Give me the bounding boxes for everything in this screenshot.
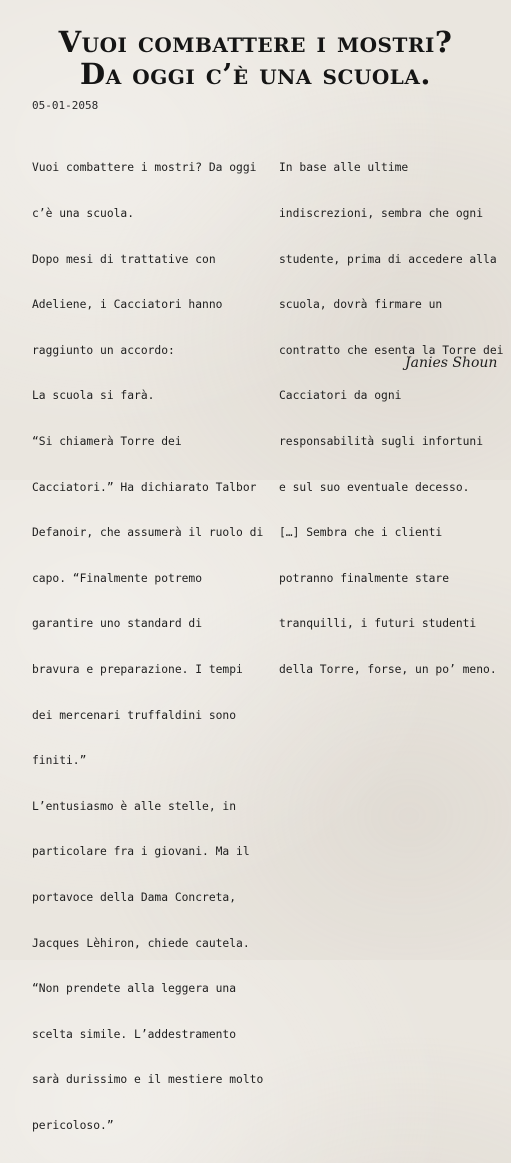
headline-line-2: Da oggi c’è una scuola. bbox=[80, 57, 431, 91]
text-line: Vuoi combattere i mostri? Da oggi bbox=[32, 161, 257, 175]
text-line: Adeliene, i Cacciatori hanno bbox=[32, 298, 223, 312]
text-line: pericoloso.” bbox=[32, 1118, 114, 1132]
text-line: raggiunto un accordo: bbox=[32, 343, 175, 357]
text-line: […] Sembra che i clienti bbox=[279, 526, 443, 540]
text-line: dei mercenari truffaldini sono bbox=[32, 708, 237, 722]
text-line: garantire uno standard di bbox=[32, 617, 203, 631]
text-line: “Si chiamerà Torre dei bbox=[32, 434, 182, 448]
text-line: scelta simile. L’addestramento bbox=[32, 1027, 237, 1041]
text-line: indiscrezioni, sembra che ogni bbox=[279, 207, 484, 220]
text-line: bravura e preparazione. I tempi bbox=[32, 662, 243, 676]
headline-line-1: Vuoi combattere i mostri? bbox=[58, 25, 453, 59]
text-line: e sul suo eventuale decesso. bbox=[279, 480, 470, 494]
text-line: studente, prima di accedere alla bbox=[279, 252, 497, 266]
text-line: In base alle ultime bbox=[279, 161, 409, 175]
text-line: scuola, dovrà firmare un bbox=[279, 298, 443, 312]
text-line: contratto che esenta la Torre dei bbox=[279, 343, 504, 357]
text-line: L’entusiasmo è alle stelle, in bbox=[32, 799, 237, 813]
text-line: della Torre, forse, un po’ meno. bbox=[279, 662, 497, 676]
text-line: Defanoir, che assumerà il ruolo di bbox=[32, 526, 264, 540]
text-line: particolare fra i giovani. Ma il bbox=[32, 845, 250, 859]
text-line: potranno finalmente stare bbox=[279, 571, 450, 585]
text-line: portavoce della Dama Concreta, bbox=[32, 890, 237, 904]
author-signature: Janies Shoun bbox=[405, 355, 498, 371]
text-line: Dopo mesi di trattative con bbox=[32, 252, 216, 266]
text-line: capo. “Finalmente potremo bbox=[32, 571, 203, 585]
text-line: sarà durissimo e il mestiere molto bbox=[32, 1073, 264, 1087]
text-line: responsabilità sugli infortuni bbox=[279, 434, 484, 448]
text-line: Cacciatori.” Ha dichiarato Talbor bbox=[32, 480, 257, 494]
article-date: 05-01-2058 bbox=[32, 99, 99, 112]
article-body-right-column bbox=[279, 130, 504, 708]
text-line: Jacques Lèhiron, chiede cautela. bbox=[32, 936, 250, 950]
text-line: Cacciatori da ogni bbox=[279, 389, 402, 403]
text-line: tranquilli, i futuri studenti bbox=[279, 617, 477, 631]
text-line: “Non prendete alla leggera una bbox=[32, 982, 237, 996]
text-line: c’è una scuola. bbox=[32, 207, 135, 220]
article-body-left-column bbox=[32, 130, 264, 1163]
text-line: finiti.” bbox=[32, 754, 87, 768]
text-line: La scuola si farà. bbox=[32, 389, 155, 403]
